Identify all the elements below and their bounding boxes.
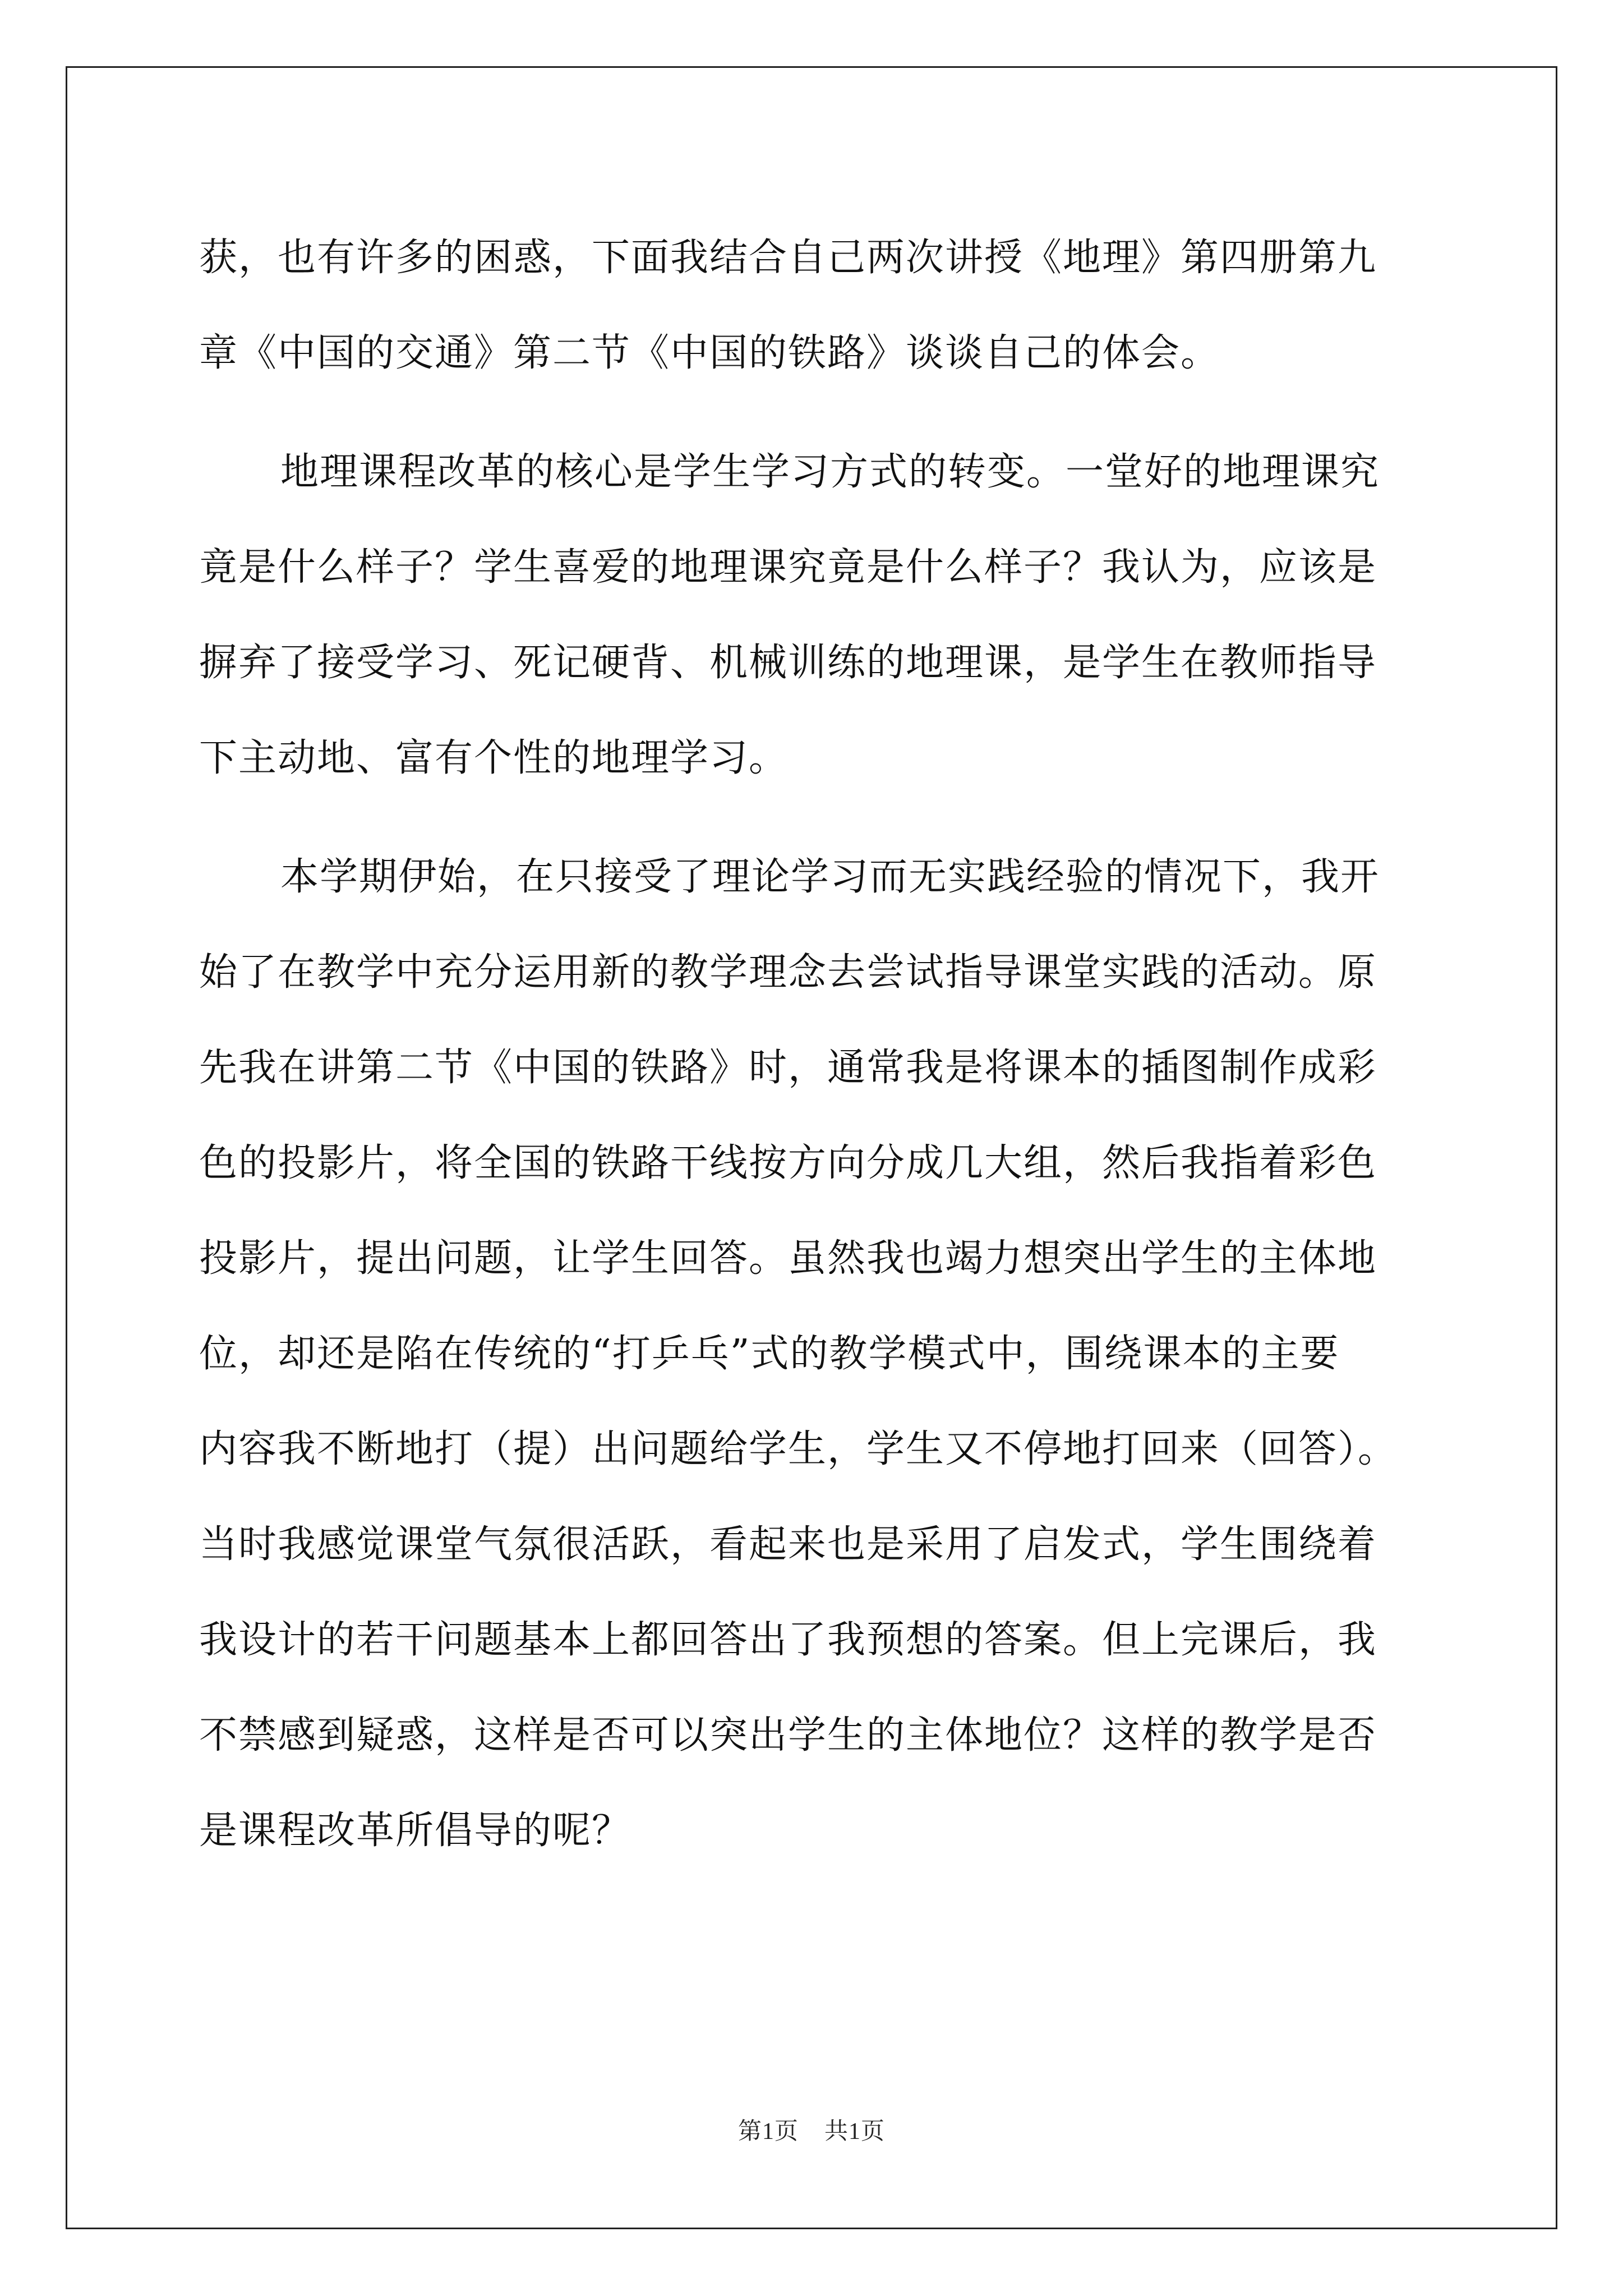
text-line: 先我在讲第二节《中国的铁路》时，通常我是将课本的插图制作成彩	[199, 1046, 1377, 1090]
text-line: 不禁感到疑惑，这样是否可以突出学生的主体地位？这样的教学是否	[199, 1713, 1377, 1757]
text-line: 当时我感觉课堂气氛很活跃，看起来也是采用了启发式，学生围绕着	[199, 1522, 1377, 1567]
text-line: 我设计的若干问题基本上都回答出了我预想的答案。但上完课后，我	[199, 1618, 1377, 1662]
text-line: 始了在教学中充分运用新的教学理念去尝试指导课堂实践的活动。原	[199, 950, 1377, 995]
page-footer	[0, 2113, 1623, 2146]
text-line: 摒弃了接受学习、死记硬背、机械训练的地理课，是学生在教师指导	[199, 641, 1377, 685]
text-line: 色的投影片，将全国的铁路干线按方向分成几大组，然后我指着彩色	[199, 1141, 1377, 1185]
text-line: 获，也有许多的困惑，下面我结合自己两次讲授《地理》第四册第九	[199, 236, 1377, 280]
text-line: 内容我不断地打（提）出问题给学生，学生又不停地打回来（回答）。	[199, 1427, 1398, 1471]
text-line: 章《中国的交通》第二节《中国的铁路》谈谈自己的体会。	[199, 331, 1220, 375]
paragraph	[199, 425, 1433, 806]
paragraph	[199, 210, 1433, 401]
page-number: 第1页	[737, 2119, 799, 2145]
text-line: 本学期伊始，在只接受了理论学习而无实践经验的情况下，我开	[280, 855, 1380, 899]
text-line: 地理课程改革的核心是学生学习方式的转变。一堂好的地理课究	[280, 450, 1380, 494]
page-total: 共1页	[824, 2119, 886, 2145]
text-line: 下主动地、富有个性的地理学习。	[199, 736, 789, 780]
text-line: 是课程改革所倡导的呢？	[199, 1809, 631, 1853]
document-body	[199, 210, 1433, 1879]
text-line: 投影片，提出问题，让学生回答。虽然我也竭力想突出学生的主体地	[199, 1236, 1377, 1281]
text-line: 竟是什么样子？学生喜爱的地理课究竟是什么样子？我认为，应该是	[199, 545, 1377, 590]
text-line: 位，却还是陷在传统的“打乒乓”式的教学模式中，围绕课本的主要	[199, 1332, 1340, 1376]
paragraph	[199, 830, 1433, 1879]
